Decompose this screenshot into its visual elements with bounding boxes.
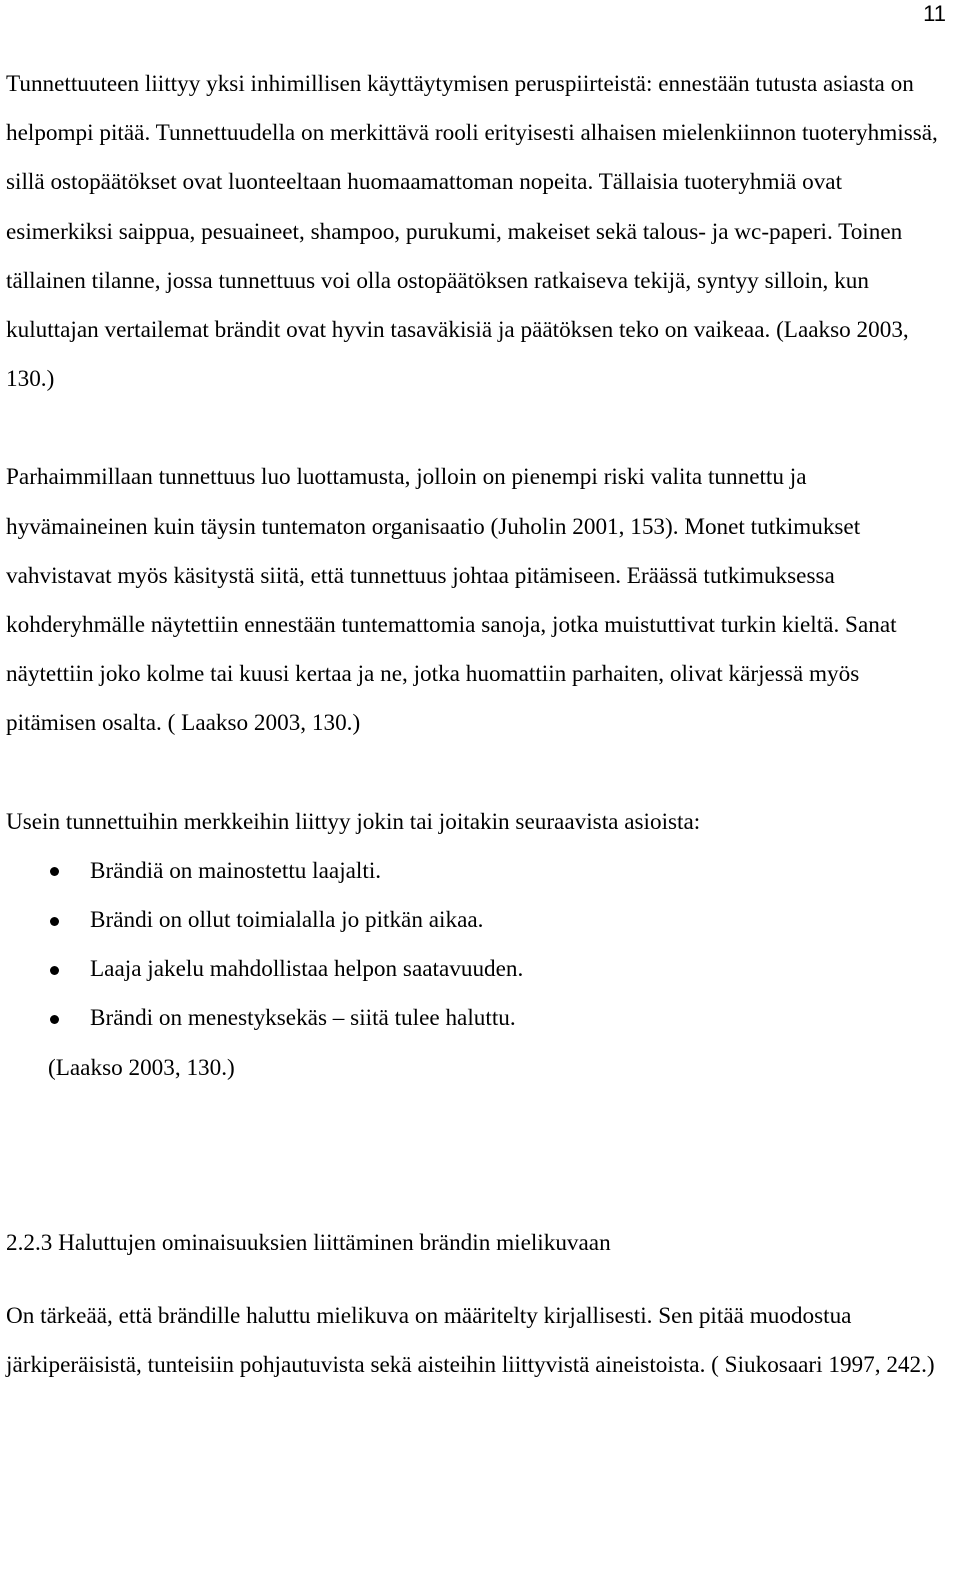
- list-item: [6, 896, 951, 945]
- list-item-text: Brändi on ollut toimialalla jo pitkän aikaa.: [90, 907, 484, 934]
- heading-spacer: [6, 1268, 951, 1292]
- paragraph-familiarity: Tunnettuuteen liittyy yksi inhimillisen käyttäytymisen peruspiirteistä: ennestään tutusta asiasta on helpompi pitää. Tunnettuudella on merkittävä rooli erityisesti alhaisen mielenkiinnon tuoteryhmissä, sillä ostopäätökset ovat luonteeltaan huomaamattoman nopeita. Tällaisia tuoteryhmiä ovat esimerkiksi saippua, pesuaineet, shampoo, purukumi, makeiset sekä talous- ja wc-paperi. Toinen tällainen tilanne, jossa tunnettuus voi olla ostopäätöksen ratkaiseva tekijä, syntyy silloin, kun kuluttajan vertailemat brändit ovat hyvin tasaväkisiä ja päätöksen teko on vaikeaa. (Laakso 2003, 130.): [6, 71, 938, 393]
- section-spacer: [6, 1093, 951, 1219]
- bullet-icon: [50, 867, 59, 876]
- paragraph-spacer: [6, 749, 951, 798]
- list-item: [6, 994, 951, 1043]
- list-citation: (Laakso 2003, 130.): [48, 1054, 235, 1081]
- list-item: [6, 945, 951, 994]
- list-item: [6, 847, 951, 896]
- bullet-icon: [50, 917, 59, 926]
- list-item-text: Brändiä on mainostettu laajalti.: [90, 857, 382, 884]
- page-number: 11: [923, 1, 946, 26]
- bullet-icon: [50, 966, 59, 975]
- section-heading: 2.2.3 Haluttujen ominaisuuksien liittäminen brändin mielikuvaan: [6, 1229, 611, 1256]
- bullet-list: [6, 847, 951, 1044]
- list-item-text: Brändi on menestyksekäs – siitä tulee haluttu.: [90, 1005, 516, 1032]
- list-item-text: Laaja jakelu mahdollistaa helpon saatavuuden.: [90, 956, 524, 983]
- paragraph-brand-image: On tärkeää, että brändille haluttu mielikuva on määritelty kirjallisesti. Sen pitää muodostua järkiperäisistä, tunteisiin pohjautuvista sekä aisteihin liittyvistä aineistoista. ( Siukosaari 1997, 242.): [6, 1303, 935, 1379]
- paragraph-trust: Parhaimmillaan tunnettuus luo luottamusta, jolloin on pienempi riski valita tunnettu ja hyvämaineinen kuin täysin tuntematon organisaatio (Juholin 2001, 153). Monet tutkimukset vahvistavat myös käsitystä siitä, että tunnettuus johtaa pitämiseen. Eräässä tutkimuksessa kohderyhmälle näytettiin ennestään tuntemattomia sanoja, jotka muistuttivat turkin kieltä. Sanat näytettiin joko kolme tai kuusi kertaa ja ne, jotka huomattiin parhaiten, olivat kärjessä myös pitämisen osalta. ( Laakso 2003, 130.): [6, 464, 897, 737]
- paragraph-list-intro: Usein tunnettuihin merkkeihin liittyy jokin tai joitakin seuraavista asioista:: [6, 808, 701, 835]
- paragraph-spacer: [6, 404, 951, 453]
- document-body: [6, 60, 951, 1390]
- bullet-icon: [50, 1015, 59, 1024]
